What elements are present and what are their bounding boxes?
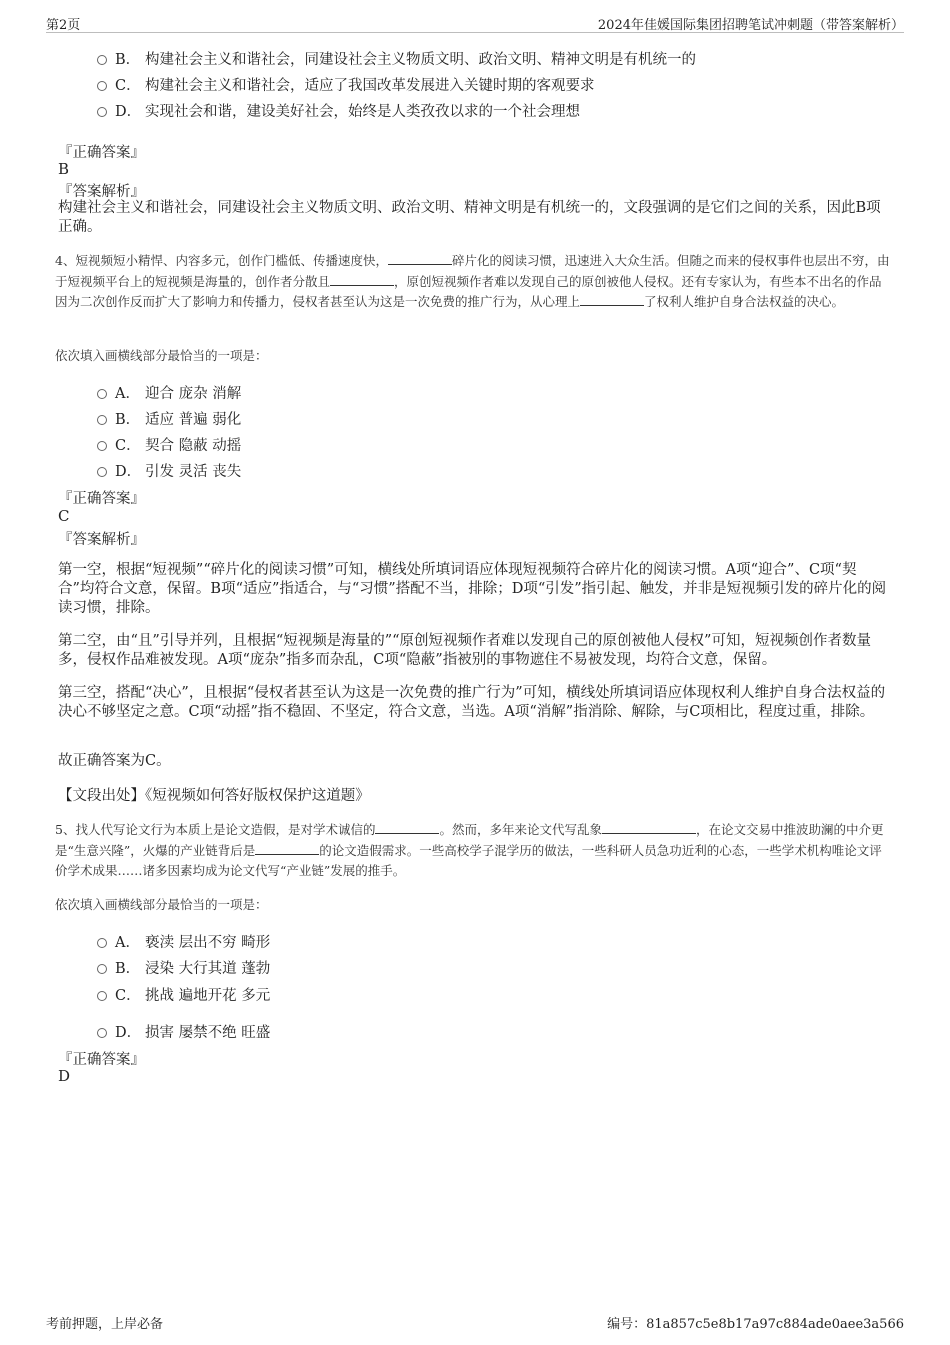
q4-source: 【文段出处】《短视频如何答好版权保护这道题》 bbox=[58, 788, 370, 804]
radio-icon[interactable] bbox=[97, 938, 107, 948]
q4-option-d[interactable]: D． 引发 灵活 丧失 bbox=[97, 460, 241, 481]
q4-analysis-paragraph: 第一空，根据“短视频”“碎片化的阅读习惯”可知，横线处所填词语应体现短视频符合碎片化的阅读习惯。A项“迎合”、C项“契合”均符合文意，保留。B项“适应”指适合，与“习惯”搭配不当，排除；D项“引发”指引起、触发，并非是短视频引发的碎片化的阅读习惯，排除。 bbox=[58, 562, 887, 616]
q3-answer: B bbox=[58, 160, 70, 178]
radio-icon[interactable] bbox=[97, 467, 107, 477]
q5-answer-label: 『正确答案』 bbox=[58, 1052, 145, 1068]
q5-option-b[interactable]: B． 浸染 大行其道 蓬勃 bbox=[97, 957, 270, 978]
document-title: 2024年佳媛国际集团招聘笔试冲刺题（带答案解析） bbox=[597, 18, 904, 33]
radio-icon[interactable] bbox=[97, 1028, 107, 1038]
document-code: 编号：81a857c5e8b17a97c884ade0aee3a566 bbox=[607, 1317, 904, 1332]
q4-analysis-paragraph: 第二空，由“且”引导并列，且根据“短视频是海量的”“原创短视频作者难以发现自己的原创被他人侵权”可知，短视频创作者数量多，侵权作品难被发现。A项“庞杂”指多而杂乱，C项“隐蔽”指被别的事物遮住不易被发现，均符合文意，保留。 bbox=[58, 633, 871, 668]
footer-slogan: 考前押题，上岸必备 bbox=[46, 1317, 164, 1332]
blank-3 bbox=[580, 293, 644, 306]
q4-option-a[interactable]: A． 迎合 庞杂 消解 bbox=[97, 382, 241, 403]
q3-option-d[interactable]: D． 实现社会和谐，建设美好社会，始终是人类孜孜以求的一个社会理想 bbox=[97, 100, 580, 121]
radio-icon[interactable] bbox=[97, 107, 107, 117]
q3-analysis: 构建社会主义和谐社会，同建设社会主义物质文明、政治文明、精神文明是有机统一的，文段强调的是它们之间的关系，因此B项正确。 bbox=[58, 200, 881, 235]
q3-answer-label: 『正确答案』 bbox=[58, 145, 145, 161]
q3-option-c[interactable]: C． 构建社会主义和谐社会，适应了我国改革发展进入关键时期的客观要求 bbox=[97, 74, 595, 95]
radio-icon[interactable] bbox=[97, 991, 107, 1001]
q5-option-d[interactable]: D． 损害 屡禁不绝 旺盛 bbox=[97, 1021, 270, 1042]
q4-analysis-paragraph: 第三空，搭配“决心”，且根据“侵权者甚至认为这是一次免费的推广行为”可知，横线处所填词语应体现权利人维护自身合法权益的决心不够坚定之意。C项“动摇”指不稳固、不坚定，符合文意，当选。A项“消解”指消除、解除，与C项相比，程度过重，排除。 bbox=[58, 685, 886, 720]
q5-stem: 5、找人代写论文行为本质上是论文造假，是对学术诚信的 。然而，多年来论文代写乱象 ，在论文交易中推波助澜的中介更是“生意兴隆”，火爆的产业链背后是 的论文造假需求。一些高校学子混学历的做法，一些科研人员急功近利的心态，一些学术机构唯论文评价学术成果……诸多因素均成为论文代写“产业链”发展的推手。 bbox=[55, 822, 884, 878]
q4-answer: C bbox=[58, 507, 70, 525]
radio-icon[interactable] bbox=[97, 964, 107, 974]
radio-icon[interactable] bbox=[97, 441, 107, 451]
q4-analysis-conclusion: 故正确答案为C。 bbox=[58, 753, 171, 769]
blank-2 bbox=[602, 821, 696, 834]
page-header bbox=[46, 14, 904, 33]
q3-analysis-label: 『答案解析』 bbox=[58, 184, 145, 200]
q5-prompt: 依次填入画横线部分最恰当的一项是： bbox=[55, 897, 268, 912]
q4-option-c[interactable]: C． 契合 隐蔽 动摇 bbox=[97, 434, 241, 455]
q5-option-a[interactable]: A． 亵渎 层出不穷 畸形 bbox=[97, 931, 270, 952]
q4-analysis-label: 『答案解析』 bbox=[58, 532, 145, 548]
q3-option-b[interactable]: B． 构建社会主义和谐社会，同建设社会主义物质文明、政治文明、精神文明是有机统一的 bbox=[97, 48, 696, 69]
blank-2 bbox=[330, 273, 394, 286]
radio-icon[interactable] bbox=[97, 415, 107, 425]
radio-icon[interactable] bbox=[97, 389, 107, 399]
radio-icon[interactable] bbox=[97, 81, 107, 91]
q4-option-b[interactable]: B． 适应 普遍 弱化 bbox=[97, 408, 241, 429]
q4-answer-label: 『正确答案』 bbox=[58, 491, 145, 507]
q4-prompt: 依次填入画横线部分最恰当的一项是： bbox=[55, 348, 268, 363]
page-number: 第2页 bbox=[46, 18, 81, 33]
blank-3 bbox=[255, 842, 319, 855]
blank-1 bbox=[375, 821, 439, 834]
q4-stem: 4、短视频短小精悍、内容多元，创作门槛低、传播速度快， 碎片化的阅读习惯，迅速进入大众生活。但随之而来的侵权事件也层出不穷，由于短视频平台上的短视频是海量的，创作者分散且 ，原创短视频作者难以发现自己的原创被他人侵权。还有专家认为，有些本不出名的作品因为二次创作反而扩大了影响力和传播力，侵权者甚至认为这是一次免费的推广行为，从心理上 了权利人维护自身合法权益的决心。 bbox=[55, 253, 890, 309]
blank-1 bbox=[388, 252, 452, 265]
q5-option-c[interactable]: C． 挑战 遍地开花 多元 bbox=[97, 984, 270, 1005]
radio-icon[interactable] bbox=[97, 55, 107, 65]
q5-answer: D bbox=[58, 1067, 71, 1085]
